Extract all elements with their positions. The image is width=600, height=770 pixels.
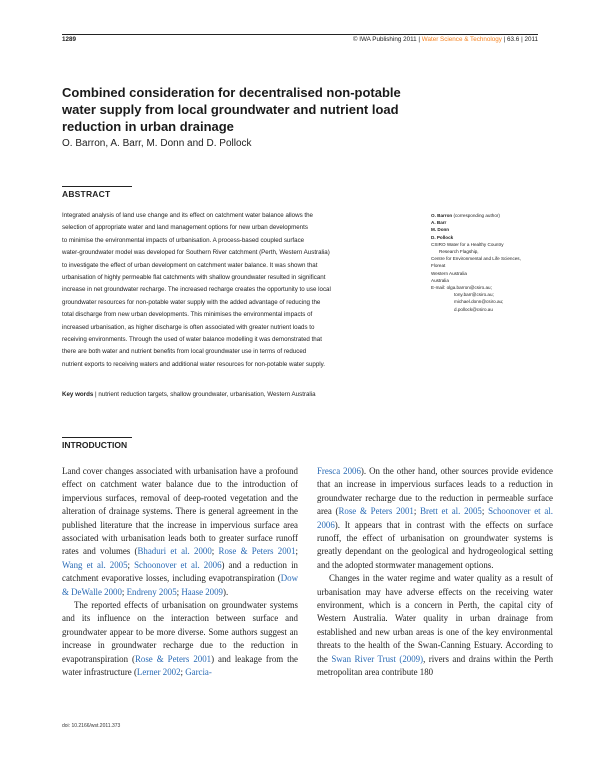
intro-rule xyxy=(62,437,132,438)
keywords-list: nutrient reduction targets, shallow groundwater, urbanisation, Western Australia xyxy=(98,391,316,398)
text-run: ; xyxy=(295,546,299,557)
citation-link[interactable]: Schoonover et al. 2006 xyxy=(317,506,553,530)
title-line: Combined consideration for decentralised non-potable xyxy=(62,85,401,100)
text-run: Changes in the water regime and water quality as a result of urbanisation may have adverse effects on the receiving water environment, which is a concern in Perth, the capital city of Western Australia. Water quality in urban drainage from established and new urban areas is one of the key environmental threats to the health of the Swan-Canning Estuary. According to the xyxy=(317,573,553,664)
publisher: © IWA Publishing 2011 xyxy=(352,36,417,43)
org-line: Research Flagship, xyxy=(439,249,479,255)
keywords: Key words | nutrient reduction targets, shallow groundwater, urbanisation, Western Australia xyxy=(62,391,316,398)
email-link[interactable]: olga.barron@csiro.au; xyxy=(446,285,492,291)
abstract-line: there are both water and nutrient benefits from local groundwater use in terms of reduced xyxy=(62,348,307,356)
org-line: Centre for Environmental and Life Sciences, xyxy=(431,256,521,262)
abstract-line: water-groundwater model was developed for Southern River catchment (Perth, Western Australia) xyxy=(62,249,330,257)
intro-column-right xyxy=(317,465,553,680)
citation-link[interactable]: Wang et al. 2005 xyxy=(62,559,128,570)
citation-link[interactable]: Garcia- xyxy=(185,667,212,678)
author-name: O. Barron xyxy=(431,213,453,218)
abstract-line: increase in net groundwater recharge. The increased recharge creates the opportunity to use local xyxy=(62,286,331,294)
volume: 63.6 xyxy=(507,36,520,43)
email-label: E-mail: xyxy=(431,285,447,291)
paragraph xyxy=(62,465,298,599)
intro-heading: INTRODUCTION xyxy=(62,440,128,450)
abstract-rule xyxy=(62,186,132,187)
text-run: ; xyxy=(127,559,135,570)
citation-link[interactable]: Rose & Peters 2001 xyxy=(218,546,296,557)
abstract-line: urbanisation of highly permeable flat catchments with shallow groundwater resulted in significant xyxy=(62,274,326,282)
abstract-line: total discharge from new urban developments. This minimises the environmental impacts of xyxy=(62,311,313,319)
abstract-line: increased urbanisation, as higher discharge is often associated with greater nutrient loads to xyxy=(62,323,315,331)
text-run: ) and leakage from the water infrastructure ( xyxy=(62,653,299,678)
journal-title: Water Science & Technology xyxy=(421,36,502,43)
year: 2011 xyxy=(524,36,538,43)
citation-link[interactable]: Brett et al. 2005 xyxy=(420,506,482,517)
abstract-line: selection of appropriate water and land management options for new urban developments xyxy=(62,224,308,232)
paper-title xyxy=(62,84,482,135)
author-name: M. Donn xyxy=(431,227,450,233)
citation-link[interactable]: Fresca 2006 xyxy=(317,466,361,476)
header-rule xyxy=(62,34,538,35)
citation-link[interactable]: Lerner 2002 xyxy=(136,667,181,678)
authors: O. Barron, A. Barr, M. Donn and D. Pollock xyxy=(62,138,252,149)
org-line: CSIRO Water for a Healthy Country xyxy=(431,241,504,247)
paragraph xyxy=(62,599,298,679)
text-run: ). It appears that in contrast with the effects on surface runoff, the effect of urbanisation on groundwater systems is greatly dependant on the geological and hydrogeological setting and the adopted stormwater management options. xyxy=(317,519,553,570)
email-link[interactable]: michael.donn@csiro.au; xyxy=(454,299,504,305)
citation-link[interactable]: Swan River Trust (2009) xyxy=(331,653,424,664)
title-line: reduction in urban drainage xyxy=(62,119,234,134)
abstract-line: nutrient exports to receiving waters and additional water resources for non-potable water supply. xyxy=(62,360,325,368)
citation-link[interactable]: Haase 2009 xyxy=(181,586,223,597)
abstract-line: receiving environments. Through the used of water balance modelling it was demonstrated that xyxy=(62,336,322,344)
abstract-heading: ABSTRACT xyxy=(62,189,111,199)
text-run: ; xyxy=(180,667,186,678)
org-line: Western Australia xyxy=(431,270,467,276)
paragraph xyxy=(317,572,553,679)
abstract-line: to minimise the environmental impacts of urbanisation. A process-based coupled surface xyxy=(62,236,305,244)
citation-link[interactable]: Bhaduri et al. 2000 xyxy=(137,546,212,557)
org-line: Floreat xyxy=(431,263,446,269)
text-run: ) and a reduction in catchment evaporative losses, including evapotranspiration ( xyxy=(62,559,298,584)
intro-column-left xyxy=(62,465,298,680)
abstract-line: Integrated analysis of land use change and its effect on catchment water balance allows the xyxy=(62,212,313,219)
author-note: (corresponding author) xyxy=(452,213,500,218)
text-run: ; xyxy=(121,586,127,597)
citation-link[interactable]: Endreny 2005 xyxy=(126,586,177,597)
text-run: ; xyxy=(413,506,421,517)
email-link[interactable]: tony.barr@csiro.au; xyxy=(454,292,494,298)
text-run: , rivers and drains within the Perth metropolitan area contribute 180 xyxy=(317,653,554,678)
text-run: ; xyxy=(211,546,219,557)
text-run: ; xyxy=(176,586,182,597)
abstract-line: groundwater resources for non-potable water supply with the added advantage of reducing the xyxy=(62,298,321,306)
abstract-text xyxy=(62,210,418,371)
author-name: A. Barr xyxy=(431,220,447,226)
doi[interactable]: doi: 10.2166/wst.2011.373 xyxy=(62,723,121,729)
text-run: ). xyxy=(223,586,229,597)
email-link[interactable]: d.pollock@csiro.au xyxy=(454,306,493,312)
abstract-line: to investigate the effect of urban development on catchment water balance. It was shown that xyxy=(62,261,318,269)
text-run: ; xyxy=(481,506,489,517)
text-run: The reported effects of urbanisation on groundwater systems and its influence on the interaction between surface and groundwater appear to be more diverse. Some authors suggest an increase in groundwater recharge due to the reduction in evapotranspiration ( xyxy=(62,600,298,664)
citation-link[interactable]: Rose & Peters 2001 xyxy=(338,506,414,517)
citation-link[interactable]: Schoonover et al. 2006 xyxy=(134,559,222,570)
journal-header: © IWA Publishing 2011 | Water Science & Technology | 63.6 | 2011 xyxy=(352,36,538,43)
text-run: ). On the other hand, other sources provide evidence that an increase in impervious surfaces leads to a reduction in groundwater recharge due to the reduction in permeable surface area ( xyxy=(317,466,553,517)
title-line: water supply from local groundwater and nutrient load xyxy=(62,102,399,117)
text-run: Land cover changes associated with urbanisation have a profound effect on catchment water balance due to the introduction of impervious surfaces, removal of deep-rooted vegetation and the alteration of drainage systems. There is general agreement in the published literature that the increase in impervious surface area associated with urbanisation leads both to greater surface runoff rates and volumes ( xyxy=(62,466,298,557)
keywords-label: Key words xyxy=(62,391,94,398)
affiliation-block xyxy=(431,212,551,313)
author-name: D. Pollock xyxy=(431,234,454,240)
citation-link[interactable]: Dow & DeWalle 2000 xyxy=(62,573,298,597)
org-line: Australia xyxy=(431,277,449,283)
citation-link[interactable]: Rose & Peters 2001 xyxy=(135,653,212,664)
page-number: 1289 xyxy=(62,36,77,43)
paragraph xyxy=(317,465,553,572)
